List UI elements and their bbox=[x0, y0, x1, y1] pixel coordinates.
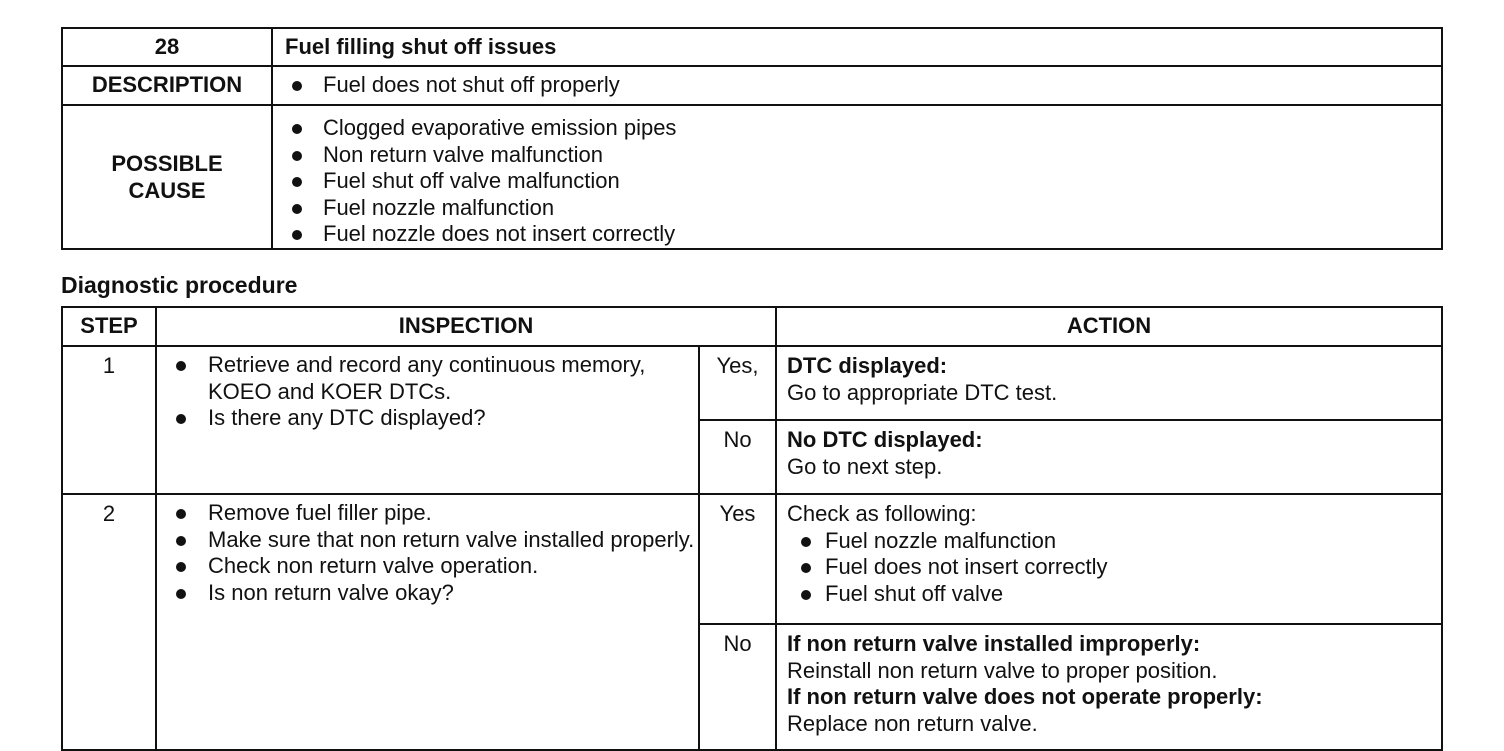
list-item: Remove fuel filler pipe. bbox=[157, 500, 698, 527]
description-label: DESCRIPTION bbox=[62, 66, 272, 105]
inspection-cell bbox=[156, 494, 699, 750]
step-number: 2 bbox=[62, 494, 156, 750]
list-item: Clogged evaporative emission pipes bbox=[273, 115, 1441, 142]
inspection-header: INSPECTION bbox=[156, 307, 776, 346]
list-item: Fuel does not shut off properly bbox=[273, 72, 1441, 99]
inspection-list bbox=[157, 347, 698, 432]
action-text: Reinstall non return valve to proper position. bbox=[787, 657, 1218, 683]
description-row bbox=[62, 66, 1442, 105]
action-cell bbox=[776, 346, 1442, 420]
list-item: Fuel shut off valve bbox=[787, 581, 1433, 608]
table-row bbox=[62, 494, 1442, 624]
list-item: Fuel nozzle malfunction bbox=[787, 528, 1433, 555]
diagnostic-heading: Diagnostic procedure bbox=[61, 272, 298, 298]
answer-yes: Yes bbox=[699, 494, 776, 624]
action-header: ACTION bbox=[776, 307, 1442, 346]
possible-cause-row bbox=[62, 105, 1442, 249]
action-text: Check as following: bbox=[787, 501, 977, 526]
list-item: Fuel shut off valve malfunction bbox=[273, 168, 1441, 195]
list-item: Is there any DTC displayed? bbox=[157, 405, 698, 432]
list-item: Fuel does not insert correctly bbox=[787, 554, 1433, 581]
action-condition: No DTC displayed: bbox=[787, 427, 983, 452]
answer-no: No bbox=[699, 624, 776, 750]
symptom-table bbox=[61, 27, 1443, 250]
action-condition: If non return valve installed improperly: bbox=[787, 631, 1201, 656]
list-item: Fuel nozzle malfunction bbox=[273, 195, 1441, 222]
step-header: STEP bbox=[62, 307, 156, 346]
symptom-title-row bbox=[62, 28, 1442, 66]
table-row bbox=[62, 346, 1442, 420]
list-item: Non return valve malfunction bbox=[273, 142, 1441, 169]
action-condition: If non return valve does not operate properly: bbox=[787, 684, 1263, 709]
list-item: Retrieve and record any continuous memory, KOEO and KOER DTCs. bbox=[157, 352, 698, 405]
diagnostic-header-row bbox=[62, 307, 1442, 346]
list-item: Fuel nozzle does not insert correctly bbox=[273, 221, 1441, 248]
diagnostic-table bbox=[61, 306, 1443, 751]
symptom-title: Fuel filling shut off issues bbox=[272, 28, 1442, 66]
possible-cause-label-text: POSSIBLE CAUSE bbox=[111, 150, 223, 203]
action-cell bbox=[776, 624, 1442, 750]
possible-cause-label bbox=[62, 105, 272, 249]
action-text: Go to next step. bbox=[787, 453, 943, 479]
symptom-number: 28 bbox=[62, 28, 272, 66]
action-cell bbox=[776, 420, 1442, 494]
inspection-list bbox=[157, 495, 698, 606]
action-cell bbox=[776, 494, 1442, 624]
action-text: Replace non return valve. bbox=[787, 710, 1038, 736]
list-item: Make sure that non return valve installed properly. bbox=[157, 527, 698, 554]
possible-cause-cell bbox=[272, 105, 1442, 249]
step-number: 1 bbox=[62, 346, 156, 494]
list-item: Is non return valve okay? bbox=[157, 580, 698, 607]
possible-cause-list bbox=[273, 106, 1441, 248]
description-cell bbox=[272, 66, 1442, 105]
action-condition: DTC displayed: bbox=[787, 353, 948, 378]
action-check-list bbox=[787, 528, 1433, 608]
list-item: Check non return valve operation. bbox=[157, 553, 698, 580]
inspection-cell bbox=[156, 346, 699, 494]
answer-no: No bbox=[699, 420, 776, 494]
answer-yes: Yes, bbox=[699, 346, 776, 420]
action-text: Go to appropriate DTC test. bbox=[787, 379, 1058, 405]
description-list bbox=[273, 72, 1441, 99]
